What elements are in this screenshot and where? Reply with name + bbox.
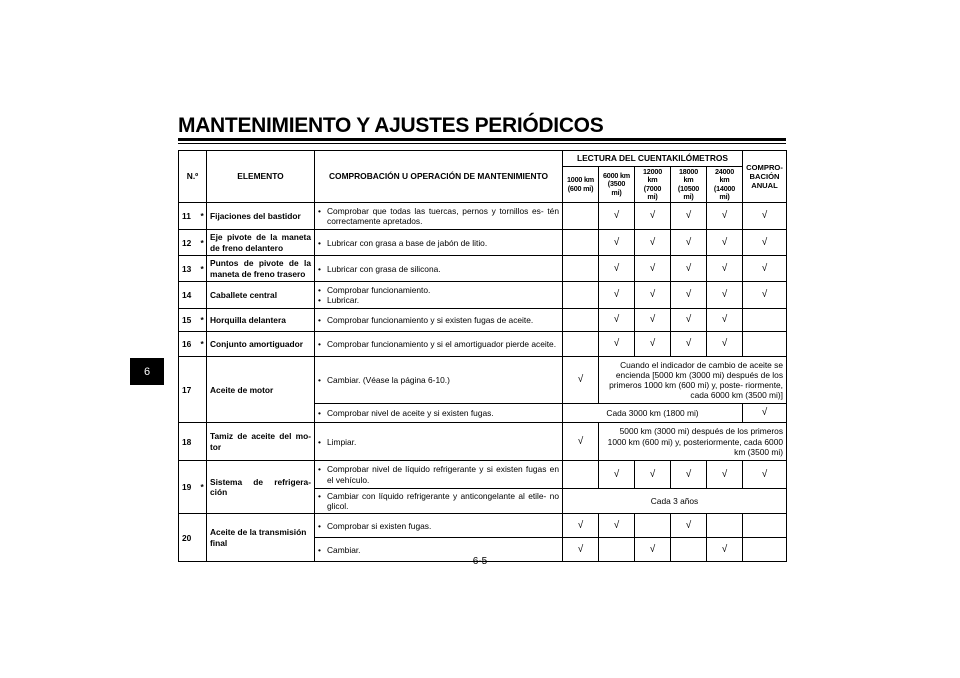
row-element: Horquilla delantera xyxy=(207,309,315,332)
check-mark: √ xyxy=(635,332,671,357)
check-mark: √ xyxy=(599,332,635,357)
column-header-km1: 1000 km (600 mi) xyxy=(563,167,599,203)
row-operation: • Lubricar con grasa a base de jabón de litio. xyxy=(315,230,563,256)
check-mark: √ xyxy=(563,423,599,461)
column-header-km4: 18000 km (10500 mi) xyxy=(671,167,707,203)
check-mark: √ xyxy=(707,309,743,332)
check-mark: √ xyxy=(707,203,743,230)
row-number: 14 xyxy=(179,282,198,309)
row-operation: • Comprobar que todas las tuercas, pernos y tornillos es- tén correctamente apretados. xyxy=(315,203,563,230)
check-mark: √ xyxy=(671,230,707,256)
check-mark: √ xyxy=(563,357,599,404)
row-asterisk: * xyxy=(198,461,207,514)
column-header-odometer: LECTURA DEL CUENTAKILÓMETROS xyxy=(563,151,743,167)
row-number: 12 xyxy=(179,230,198,256)
row-element: Conjunto amortiguador xyxy=(207,332,315,357)
check-mark: √ xyxy=(599,203,635,230)
row-asterisk: * xyxy=(198,309,207,332)
check-mark: √ xyxy=(743,404,787,423)
row-operation: • Comprobar nivel de aceite y si existen fugas. xyxy=(315,404,563,423)
check-mark: √ xyxy=(635,230,671,256)
check-mark: √ xyxy=(671,461,707,489)
column-header-num: N.º xyxy=(179,151,207,203)
row-asterisk xyxy=(198,357,207,423)
row-element: Puntos de pivote de la maneta de freno trasero xyxy=(207,256,315,282)
interval-note: Cuando el indicador de cambio de aceite se encienda [5000 km (3000 mi) después de los primeros 1000 km (600 mi) y, poste- riormente, cada 6000 km (3500 mi)] xyxy=(599,357,787,404)
check-mark: √ xyxy=(743,203,787,230)
check-mark: √ xyxy=(599,514,635,538)
page-number: 6-5 xyxy=(472,556,488,567)
check-mark: √ xyxy=(743,282,787,309)
row-asterisk xyxy=(198,423,207,461)
row-operation: • Limpiar. xyxy=(315,423,563,461)
row-number: 11 xyxy=(179,203,198,230)
row-element: Eje pivote de la maneta de freno delantero xyxy=(207,230,315,256)
column-header-km3: 12000 km (7000 mi) xyxy=(635,167,671,203)
row-asterisk: * xyxy=(198,230,207,256)
title-rule-thin xyxy=(178,143,786,144)
row-number: 13 xyxy=(179,256,198,282)
column-header-km2: 6000 km (3500 mi) xyxy=(599,167,635,203)
row-element: Aceite de motor xyxy=(207,357,315,423)
row-element: Aceite de la transmisión final xyxy=(207,514,315,562)
check-mark: √ xyxy=(635,538,671,562)
row-element: Caballete central xyxy=(207,282,315,309)
row-asterisk: * xyxy=(198,203,207,230)
check-mark: √ xyxy=(671,332,707,357)
check-mark: √ xyxy=(743,256,787,282)
row-number: 15 xyxy=(179,309,198,332)
check-mark: √ xyxy=(707,282,743,309)
check-mark: √ xyxy=(671,282,707,309)
row-number: 19 xyxy=(179,461,198,514)
row-asterisk xyxy=(198,514,207,562)
row-element: Tamiz de aceite del mo- tor xyxy=(207,423,315,461)
row-operation: • Comprobar funcionamiento y si existen fugas de aceite. xyxy=(315,309,563,332)
check-mark: √ xyxy=(707,332,743,357)
table-row xyxy=(179,357,787,404)
row-number: 16 xyxy=(179,332,198,357)
column-header-element: ELEMENTO xyxy=(207,151,315,203)
check-mark: √ xyxy=(671,203,707,230)
table-row xyxy=(179,203,787,230)
check-mark: √ xyxy=(743,230,787,256)
row-asterisk xyxy=(198,282,207,309)
row-element: Fijaciones del bastidor xyxy=(207,203,315,230)
table-row xyxy=(179,461,787,489)
row-operation: • Comprobar si existen fugas. xyxy=(315,514,563,538)
interval-note: Cada 3 años xyxy=(563,489,787,514)
table-row xyxy=(179,282,787,309)
row-operation: • Comprobar funcionamiento y si el amortiguador pierde aceite. xyxy=(315,332,563,357)
table-row xyxy=(179,230,787,256)
check-mark: √ xyxy=(707,461,743,489)
row-asterisk: * xyxy=(198,256,207,282)
check-mark: √ xyxy=(707,538,743,562)
column-header-km5: 24000 km (14000 mi) xyxy=(707,167,743,203)
table-row xyxy=(179,256,787,282)
row-asterisk: * xyxy=(198,332,207,357)
row-number: 18 xyxy=(179,423,198,461)
chapter-tab: 6 xyxy=(130,358,164,385)
check-mark: √ xyxy=(599,230,635,256)
check-mark: √ xyxy=(743,461,787,489)
row-operation: • Lubricar con grasa de silicona. xyxy=(315,256,563,282)
table-row xyxy=(179,514,787,538)
interval-note: Cada 3000 km (1800 mi) xyxy=(563,404,743,423)
check-mark: √ xyxy=(599,309,635,332)
table-row xyxy=(179,423,787,461)
row-operation: • Comprobar funcionamiento. • Lubricar. xyxy=(315,282,563,309)
check-mark: √ xyxy=(707,256,743,282)
check-mark: √ xyxy=(707,230,743,256)
table-row xyxy=(179,309,787,332)
row-number: 17 xyxy=(179,357,198,423)
check-mark: √ xyxy=(635,203,671,230)
title-rule xyxy=(178,138,786,141)
check-mark: √ xyxy=(635,309,671,332)
check-mark: √ xyxy=(599,256,635,282)
column-header-operation: COMPROBACIÓN U OPERACIÓN DE MANTENIMIENTO xyxy=(315,151,563,203)
row-element: Sistema de refrigera- ción xyxy=(207,461,315,514)
row-operation: • Comprobar nivel de líquido refrigerante y si existen fugas en el vehículo. xyxy=(315,461,563,489)
table-row xyxy=(179,332,787,357)
check-mark: √ xyxy=(671,514,707,538)
check-mark: √ xyxy=(563,514,599,538)
row-operation: • Cambiar. (Véase la página 6-10.) xyxy=(315,357,563,404)
check-mark: √ xyxy=(635,256,671,282)
row-number: 20 xyxy=(179,514,198,562)
check-mark: √ xyxy=(671,256,707,282)
row-operation: • Cambiar. xyxy=(315,538,563,562)
check-mark: √ xyxy=(671,309,707,332)
check-mark: √ xyxy=(635,461,671,489)
maintenance-table xyxy=(178,150,787,562)
check-mark: √ xyxy=(635,282,671,309)
row-operation: • Cambiar con líquido refrigerante y anticongelante al etile- no glicol. xyxy=(315,489,563,514)
check-mark: √ xyxy=(599,461,635,489)
page-title: MANTENIMIENTO Y AJUSTES PERIÓDICOS xyxy=(178,114,604,137)
check-mark: √ xyxy=(563,538,599,562)
check-mark: √ xyxy=(599,282,635,309)
column-header-annual: COMPRO- BACIÓN ANUAL xyxy=(743,151,787,203)
interval-note: 5000 km (3000 mi) después de los primeros 1000 km (600 mi) y, posteriormente, cada 6000 km (3500 mi) xyxy=(599,423,787,461)
